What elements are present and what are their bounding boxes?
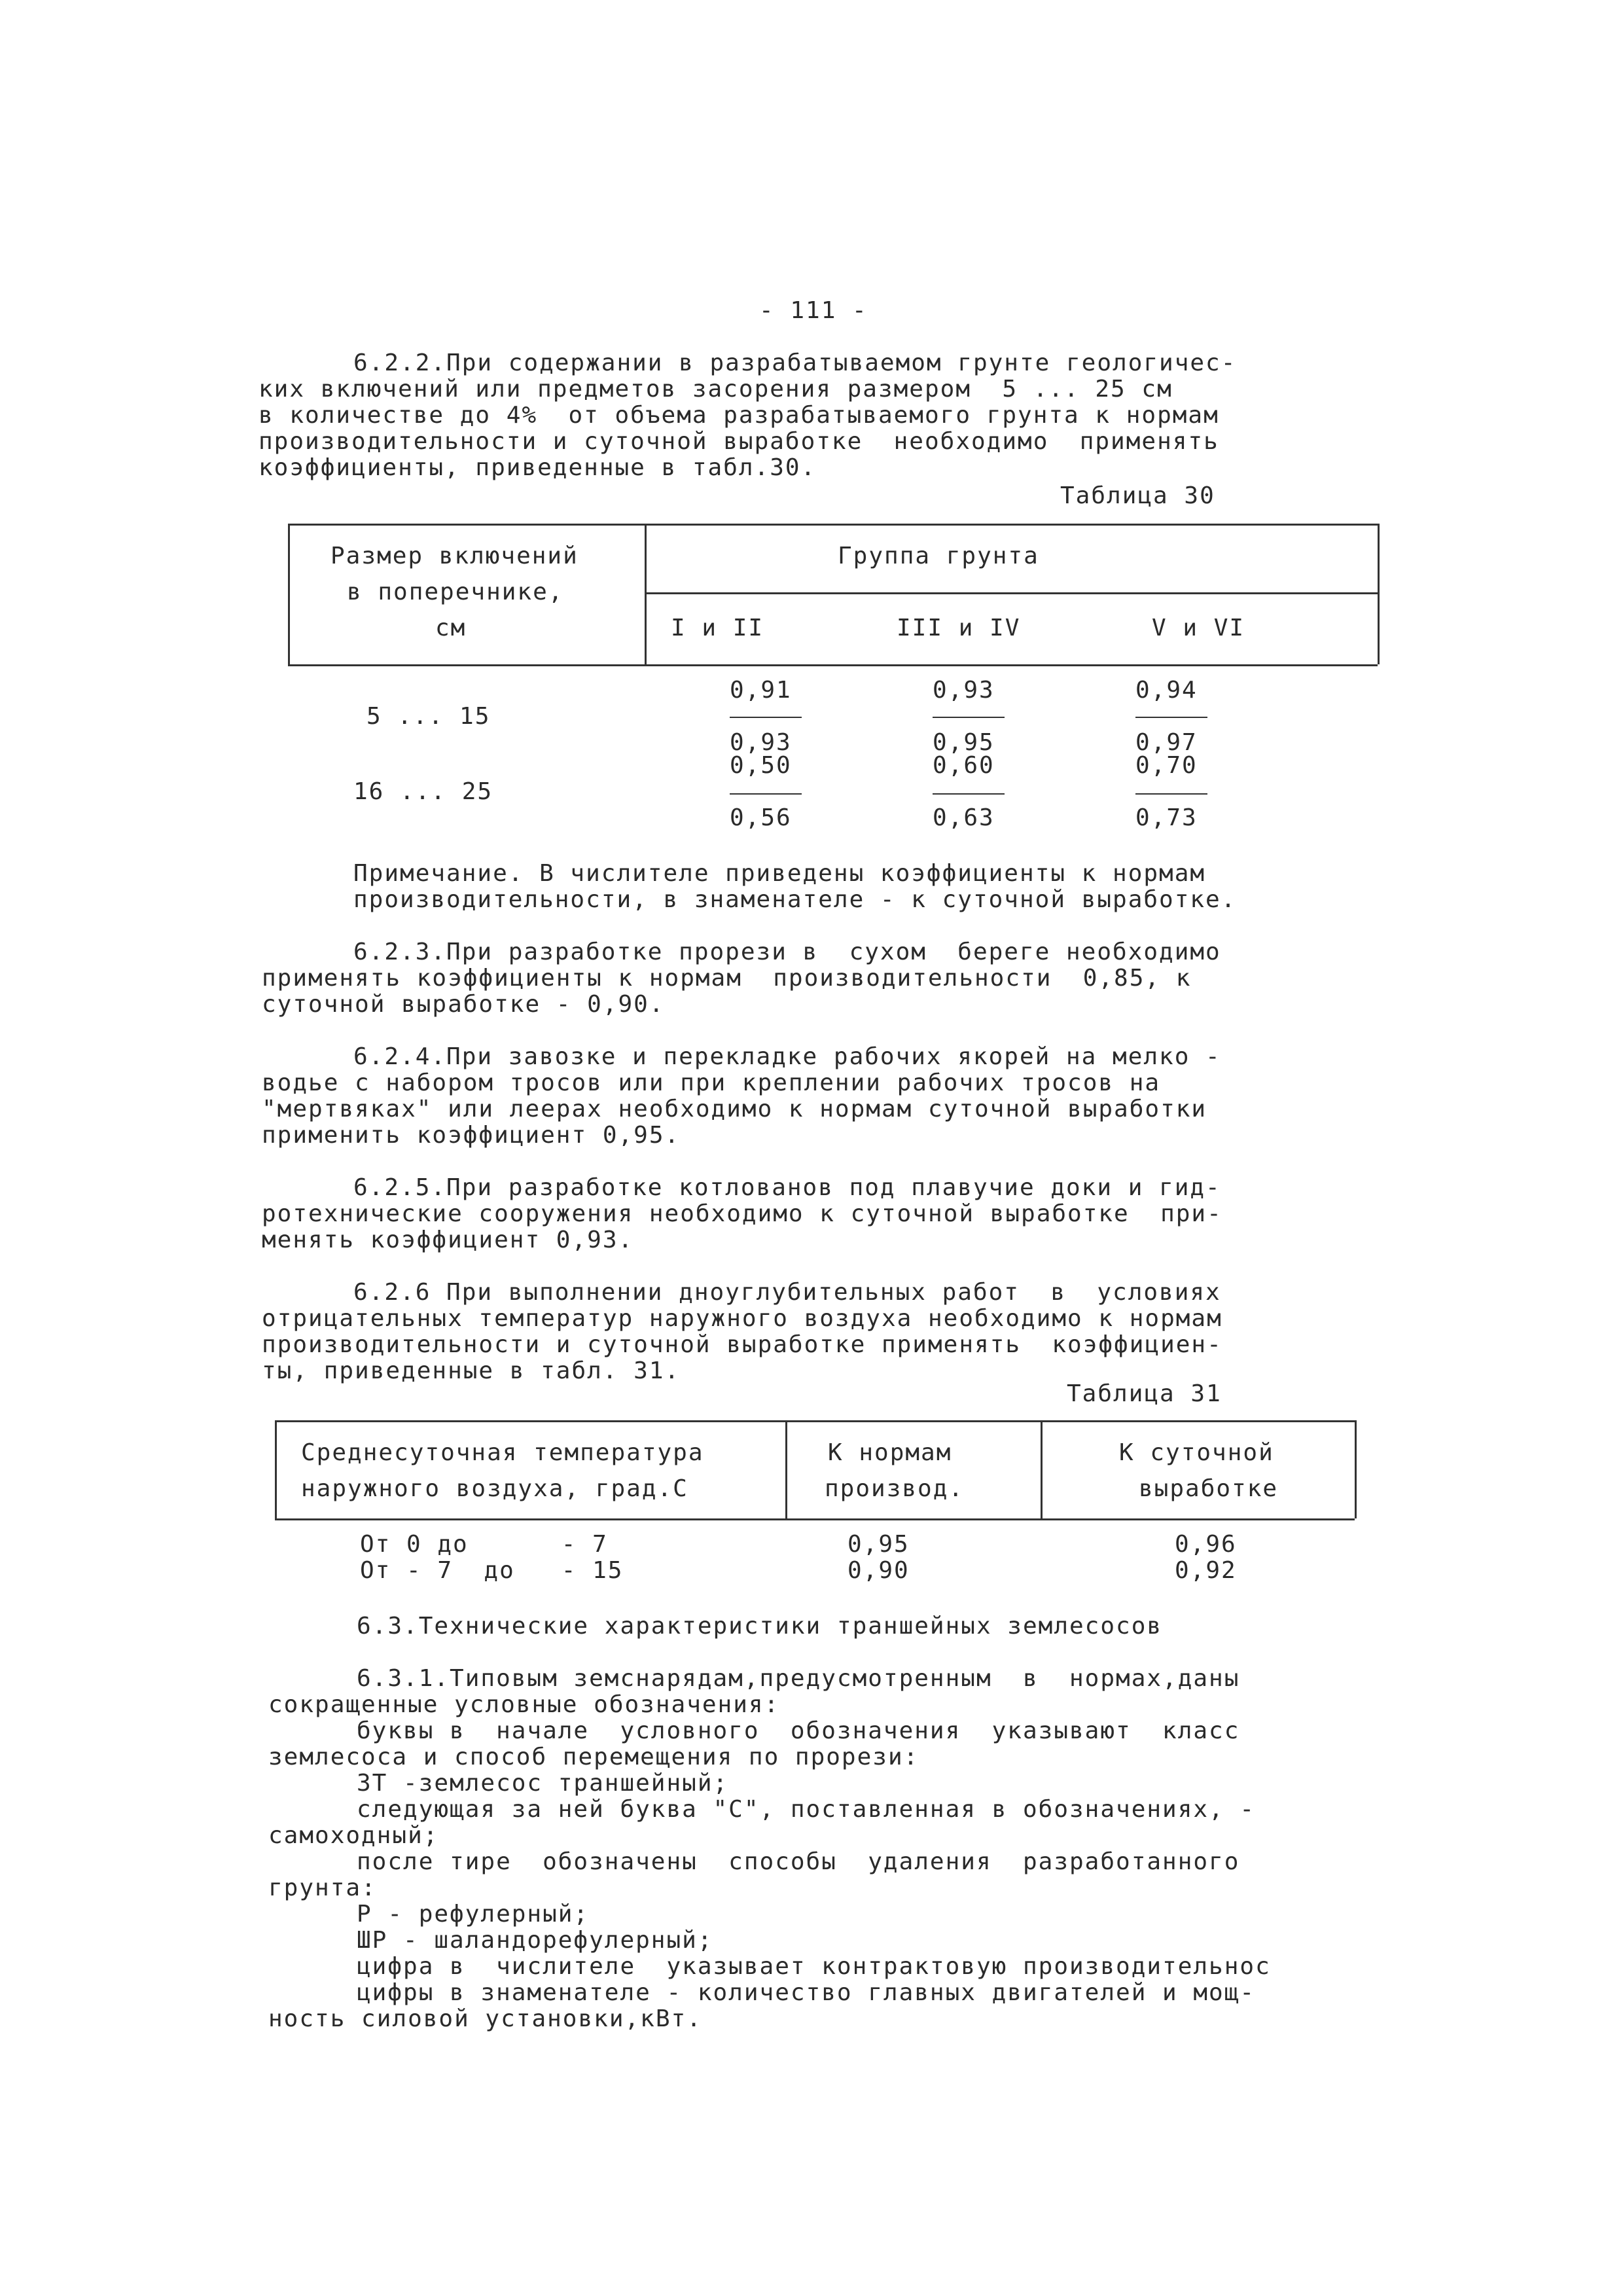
table30-row2-den-1: 0,56 [730, 804, 792, 831]
note-line-1: Примечание. В числителе приведены коэффициенты к нормам [353, 860, 1206, 887]
table30-caption: Таблица 30 [1060, 482, 1215, 509]
table31-h1-line-1: Среднесуточная температура [301, 1439, 704, 1466]
p624-line-3: "мертвяках" или леерах необходимо к нормам суточной выработки [262, 1096, 1207, 1122]
table31-caption: Таблица 31 [1067, 1380, 1222, 1407]
table30-row2-fraction-bar-2 [933, 793, 1005, 795]
p631-line-3: буквы в начале условного обозначения указывают класс [357, 1717, 1240, 1744]
p625-line-1: 6.2.5.При разработке котлованов под плавучие доки и гид- [353, 1174, 1221, 1201]
p622-line-5: коэффициенты, приведенные в табл.30. [259, 454, 817, 481]
table31-h3-line-1: К суточной [1119, 1439, 1274, 1466]
p624-line-1: 6.2.4.При завозке и перекладке рабочих якорей на мелко - [353, 1043, 1221, 1070]
table31-row1-daily: 0,96 [1175, 1531, 1237, 1558]
p622-line-2: ких включений или предметов засорения размером 5 ... 25 см [259, 376, 1173, 403]
table30-row1-fraction-bar-1 [730, 717, 802, 718]
table30-row1-num-3: 0,94 [1135, 677, 1198, 704]
p631-line-4: землесоса и способ перемещения по прорези: [268, 1744, 919, 1770]
table30-row2-num-2: 0,60 [933, 752, 995, 779]
p631-line-5: ЗТ -землесос траншейный; [357, 1770, 729, 1797]
p625-line-2: ротехнические сооружения необходимо к суточной выработке при- [262, 1200, 1222, 1227]
table30-subheader-1: I и II [671, 615, 764, 641]
p626-line-4: ты, приведенные в табл. 31. [262, 1357, 681, 1384]
table30-row2-den-3: 0,73 [1135, 804, 1198, 831]
table30-subheader-3: V и VI [1152, 615, 1245, 641]
table30-row1-den-2: 0,95 [933, 729, 995, 756]
table30-col1-header-3: см [435, 615, 467, 641]
table31-h2-line-2: производ. [825, 1475, 965, 1502]
table30-row2-fraction-bar-3 [1135, 793, 1207, 795]
table30-row2-size: 16 ... 25 [353, 778, 493, 805]
table31-row1-range: От 0 до - 7 [360, 1531, 608, 1558]
table30-row1-fraction-bar-3 [1135, 717, 1207, 718]
p626-line-3: производительности и суточной выработке применять коэффициен- [262, 1331, 1222, 1358]
p624-line-2: водье с набором тросов или при креплении рабочих тросов на [262, 1069, 1161, 1096]
table30-subheader-2: III и IV [897, 615, 1021, 641]
table31-row1-prod: 0,95 [847, 1531, 910, 1558]
table31-h3-line-2: выработке [1139, 1475, 1279, 1502]
p631-line-10: Р - рефулерный; [357, 1901, 590, 1928]
table30-row1-fraction-bar-2 [933, 717, 1005, 718]
table30-row1-den-3: 0,97 [1135, 729, 1198, 756]
p631-line-13: цифры в знаменателе - количество главных двигателей и мощ- [357, 1979, 1256, 2006]
table30-row1-den-1: 0,93 [730, 729, 792, 756]
p624-line-4: применить коэффициент 0,95. [262, 1122, 681, 1149]
page-number: - 111 - [759, 297, 868, 324]
table30-col1-header-2: в поперечнике, [347, 579, 564, 605]
table30-row1-num-1: 0,91 [730, 677, 792, 704]
table31-row2-prod: 0,90 [847, 1557, 910, 1584]
p626-line-2: отрицательных температур наружного воздуха необходимо к нормам [262, 1305, 1222, 1332]
table30-row1-num-2: 0,93 [933, 677, 995, 704]
p622-line-1: 6.2.2.При содержании в разрабатываемом грунте геологичес- [353, 350, 1237, 376]
p631-line-1: 6.3.1.Типовым земснарядам,предусмотренным в нормах,даны [357, 1665, 1240, 1692]
p631-line-14: ность силовой установки,кВт. [268, 2005, 702, 2032]
p623-line-3: суточной выработке - 0,90. [262, 991, 665, 1018]
p631-line-8: после тире обозначены способы удаления разработанного [357, 1848, 1240, 1875]
table30-row2-den-2: 0,63 [933, 804, 995, 831]
table30-row2-num-3: 0,70 [1135, 752, 1198, 779]
table31-row2-daily: 0,92 [1175, 1557, 1237, 1584]
p631-line-12: цифра в числителе указывает контрактовую производительнос [357, 1953, 1271, 1980]
section63-heading: 6.3.Технические характеристики траншейных землесосов [357, 1613, 1163, 1640]
p631-line-2: сокращенные условные обозначения: [268, 1691, 780, 1718]
p623-line-2: применять коэффициенты к нормам производительности 0,85, к [262, 965, 1192, 992]
p631-line-11: ШР - шаландорефулерный; [357, 1927, 713, 1954]
p622-line-3: в количестве до 4% от объема разрабатываемого грунта к нормам [259, 402, 1219, 429]
table31-h2-line-1: К нормам [828, 1439, 952, 1466]
p631-line-9: грунта: [268, 1874, 377, 1901]
table31-h1-line-2: наружного воздуха, град.С [301, 1475, 688, 1502]
p631-line-7: самоходный; [268, 1822, 439, 1849]
p631-line-6: следующая за ней буква "С", поставленная в обозначениях, - [357, 1796, 1256, 1823]
table30-row2-num-1: 0,50 [730, 752, 792, 779]
table30-group-header: Группа грунта [838, 543, 1039, 569]
p623-line-1: 6.2.3.При разработке прорези в сухом береге необходимо [353, 939, 1221, 965]
table31-row2-range: От - 7 до - 15 [360, 1557, 624, 1584]
p626-line-1: 6.2.6 При выполнении дноуглубительных работ в условиях [353, 1279, 1221, 1306]
table30-row2-fraction-bar-1 [730, 793, 802, 795]
table30-row1-size: 5 ... 15 [366, 703, 491, 730]
p622-line-4: производительности и суточной выработке необходимо применять [259, 428, 1219, 455]
table30-col1-header-1: Размер включений [330, 543, 579, 569]
p625-line-3: менять коэффициент 0,93. [262, 1227, 634, 1253]
note-line-2: производительности, в знаменателе - к суточной выработке. [353, 886, 1237, 913]
